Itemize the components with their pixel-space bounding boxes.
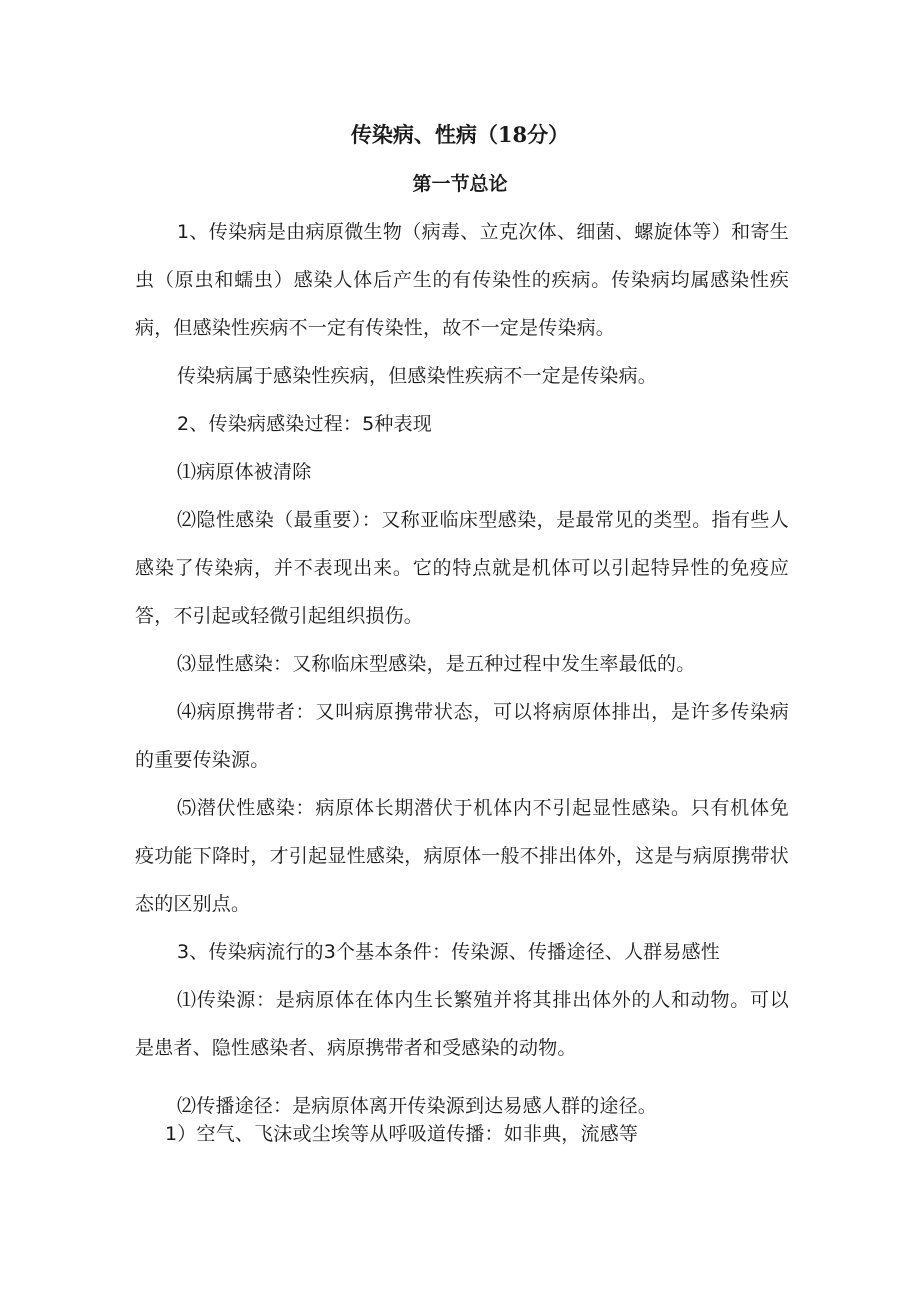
list-item-route: ⑵传播途径：是病原体离开传染源到达易感人群的途径。	[177, 1095, 658, 1117]
list-item-latent-infection: ⑵隐性感染（最重要）：又称亚临床型感染，是最常见的类型。指有些人感染了传染病，并不表现出来。它的特点就是机体可以引起特异性的免疫应答，不引起或轻微引起组织损伤。	[135, 509, 789, 627]
paragraph-definition: 1、传染病是由病原微生物（病毒、立克次体、细菌、螺旋体等）和寄生虫（原虫和蠕虫）感染人体后产生的有传染性的疾病。传染病均属感染性疾病，但感染性疾病不一定有传染性，故不一定是传染病。	[135, 221, 789, 339]
paragraph-epidemic-conditions: 3、传染病流行的3个基本条件：传染源、传播途径、人群易感性	[177, 941, 720, 963]
list-item-dormant-infection: ⑸潜伏性感染：病原体长期潜伏于机体内不引起显性感染。只有机体免疫功能下降时，才引起显性感染，病原体一般不排出体外，这是与病原携带状态的区别点。	[135, 797, 789, 915]
document-title: 传染病、性病（18分）	[350, 122, 570, 147]
section-title: 第一节总论	[412, 173, 508, 195]
list-item-airborne: 1）空气、飞沫或尘埃等从呼吸道传播：如非典，流感等	[165, 1123, 639, 1145]
list-item-overt-infection: ⑶显性感染：又称临床型感染，是五种过程中发生率最低的。	[177, 653, 696, 675]
paragraph-infection-process: 2、传染病感染过程：5种表现	[177, 413, 432, 435]
list-item-carrier: ⑷病原携带者：又叫病原携带状态，可以将病原体排出，是许多传染病的重要传染源。	[135, 701, 789, 771]
paragraph-summary: 传染病属于感染性疾病，但感染性疾病不一定是传染病。	[177, 365, 658, 387]
list-item-source: ⑴传染源：是病原体在体内生长繁殖并将其排出体外的人和动物。可以是患者、隐性感染者、病原携带者和受感染的动物。	[135, 989, 789, 1059]
list-item-cleared: ⑴病原体被清除	[177, 461, 312, 483]
